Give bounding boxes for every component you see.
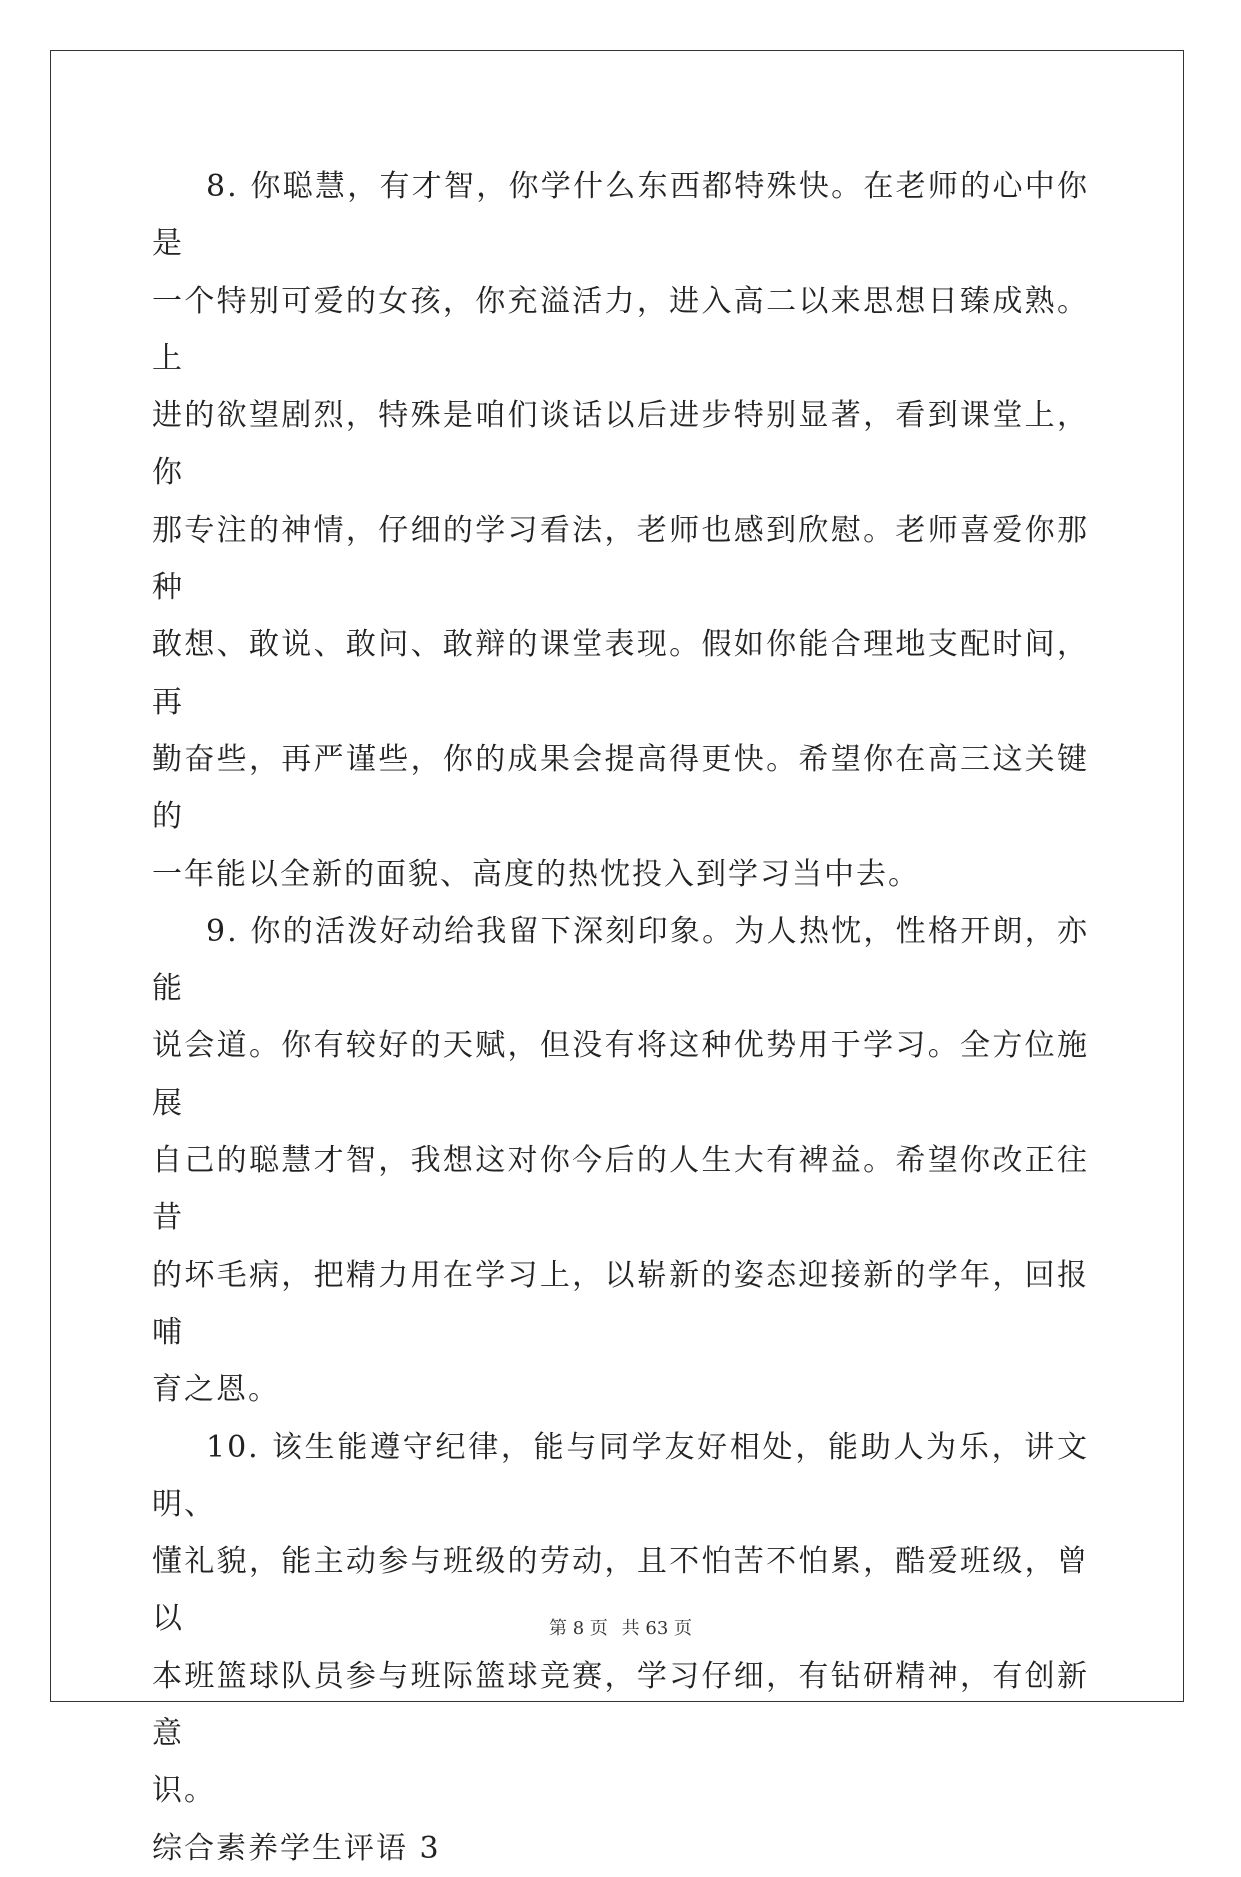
comment-paragraph-9: [152, 903, 1089, 1419]
text-line: 敢想、敢说、敢问、敢辩的课堂表现。假如你能合理地支配时间，再: [152, 627, 1089, 720]
text-line: 育之恩。: [152, 1372, 280, 1408]
text-line: 懂礼貌，能主动参与班级的劳动，且不怕苦不怕累，酷爱班级，曾以: [152, 1544, 1089, 1637]
text-line: 说会道。你有较好的天赋，但没有将这种优势用于学习。全方位施展: [152, 1028, 1089, 1121]
text-line: 进的欲望剧烈，特殊是咱们谈话以后进步特别显著，看到课堂上，你: [152, 398, 1089, 491]
text-line: 9. 你的活泼好动给我留下深刻印象。为人热忱，性格开朗，亦能: [152, 913, 1089, 1007]
text-line: 本班篮球队员参与班际篮球竞赛，学习仔细，有钻研精神，有创新意: [152, 1658, 1089, 1752]
text-line: 自己的聪慧才智，我想这对你今后的人生大有裨益。希望你改正往昔: [152, 1143, 1089, 1236]
total-pages: 共 63 页: [621, 1618, 692, 1639]
text-line: 一年能以全新的面貌、高度的热忱投入到学习当中去。: [152, 856, 920, 892]
text-line: 识。: [152, 1773, 216, 1809]
text-line: 的坏毛病，把精力用在学习上，以崭新的姿态迎接新的学年，回报哺: [152, 1257, 1089, 1350]
comment-paragraph-8: [152, 158, 1089, 903]
section-heading: 综合素养学生评语 3: [152, 1830, 441, 1866]
text-line: 8. 你聪慧，有才智，你学什么东西都特殊快。在老师的心中你是: [152, 169, 1089, 262]
page-number: 第 8 页: [549, 1618, 608, 1639]
text-line: 一个特别可爱的女孩，你充溢活力，进入高二以来思想日臻成熟。上: [152, 283, 1089, 376]
text-line: 勤奋些，再严谨些，你的成果会提高得更快。希望你在高三这关键的: [152, 741, 1089, 835]
text-line: 那专注的神情，仔细的学习看法，老师也感到欣慰。老师喜爱你那种: [152, 512, 1089, 606]
text-line: 10. 该生能遵守纪律，能与同学友好相处，能助人为乐，讲文明、: [152, 1429, 1089, 1522]
page-footer: [0, 1614, 1241, 1640]
